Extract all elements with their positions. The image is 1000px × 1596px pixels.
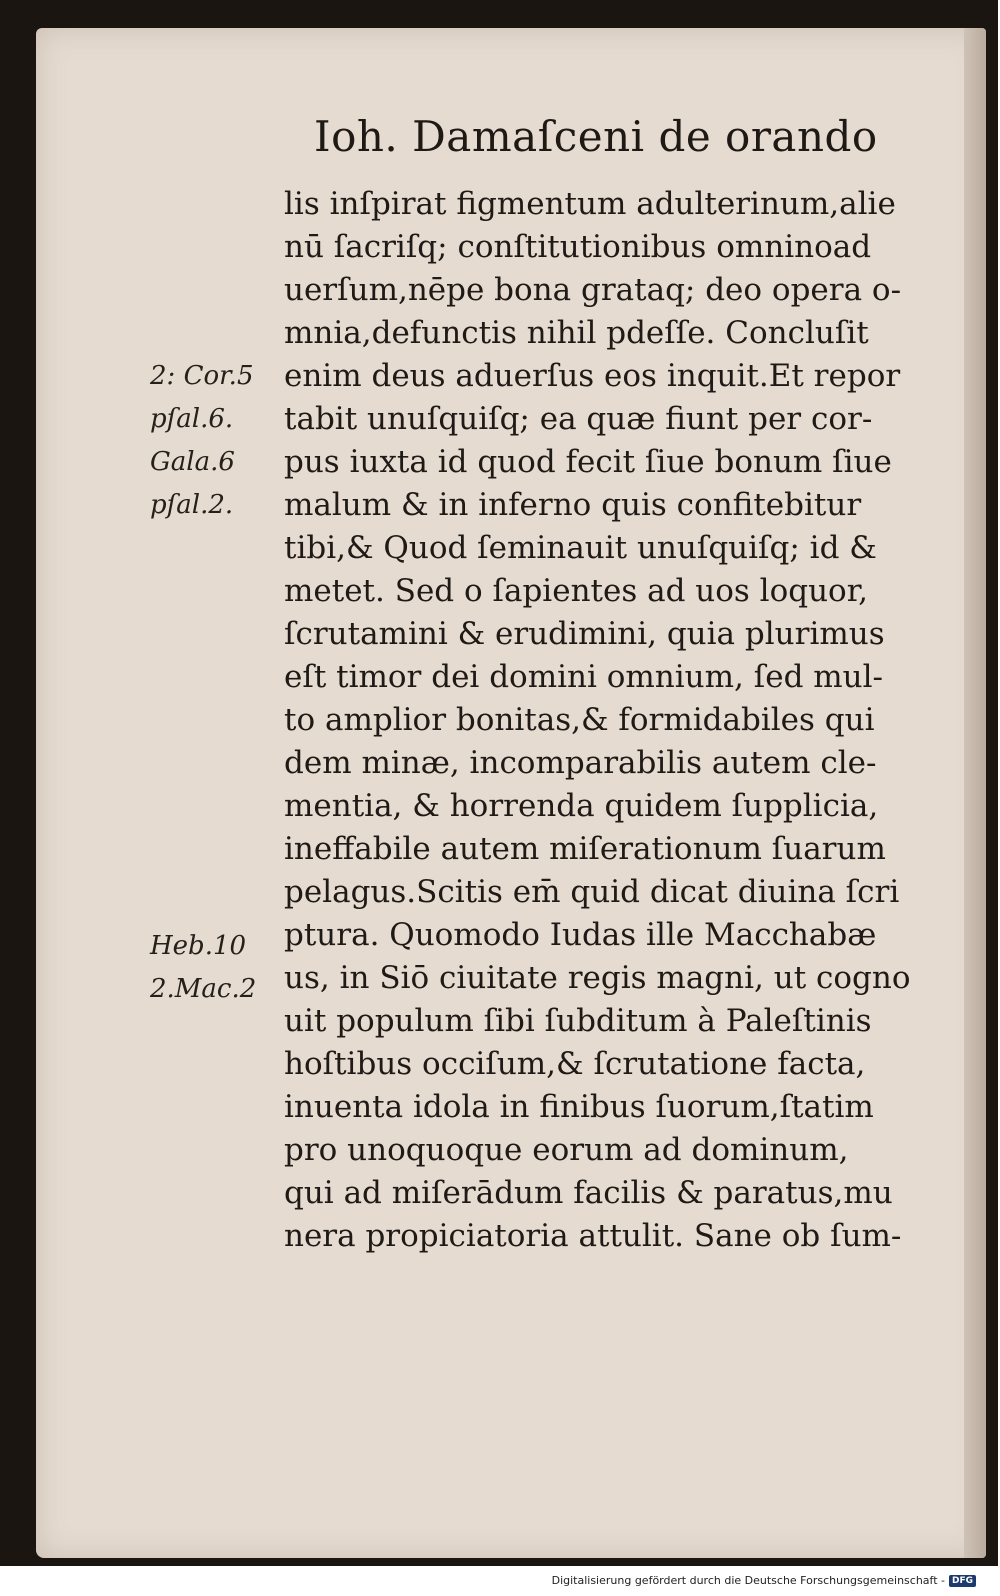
- text-line: inuenta idola in finibus ſuorum,ſtatim: [284, 1089, 874, 1125]
- text-line: nū ſacriſq; conſtitutionibus omninoad: [284, 229, 872, 265]
- text-line: ſcrutamini & erudimini, quia plurimus: [284, 616, 885, 652]
- dfg-logo: DFG: [949, 1575, 976, 1587]
- text-line: qui ad miſerādum facilis & paratus,mu: [284, 1175, 893, 1211]
- credit-text: Digitalisierung gefördert durch die Deutsche Forschungsgemeinschaft -: [551, 1574, 945, 1587]
- body-text: [284, 183, 924, 1258]
- page-gutter: [964, 28, 986, 1558]
- text-line: pelagus.Scitis em̄ quid dicat diuina ſcri: [284, 874, 900, 910]
- margin-note: pſal.6.: [150, 404, 234, 434]
- text-line: pro unoquoque eorum ad dominum,: [284, 1132, 849, 1168]
- text-line: mentia, & horrenda quidem ſupplicia,: [284, 788, 879, 824]
- running-head: Ioh. Damaſceni de orando: [314, 112, 878, 161]
- text-line: tabit unuſquiſq; ea quæ fiunt per cor-: [284, 401, 873, 437]
- margin-notes-top: [150, 355, 280, 527]
- margin-note: pſal.2.: [150, 490, 234, 520]
- text-line: us, in Siō ciuitate regis magni, ut cogno: [284, 960, 911, 996]
- text-line: eſt timor dei domini omnium, ſed mul-: [284, 659, 884, 695]
- text-line: pus iuxta id quod fecit ſiue bonum ſiue: [284, 444, 892, 480]
- text-line: mnia,defunctis nihil pdeſſe. Concluſit: [284, 315, 869, 351]
- text-line: dem minæ, incomparabilis autem cle-: [284, 745, 877, 781]
- text-line: uerſum,nēpe bona grataq; deo opera o-: [284, 272, 902, 308]
- margin-note: Gala.6: [150, 447, 235, 477]
- margin-note: 2: Cor.5: [150, 361, 254, 391]
- text-line: malum & in inferno quis confitebitur: [284, 487, 862, 523]
- text-line: tibi,& Quod ſeminauit unuſquiſq; id &: [284, 530, 877, 566]
- text-line: uit populum ſibi ſubditum à Paleſtinis: [284, 1003, 872, 1039]
- text-line: metet. Sed o ſapientes ad uos loquor,: [284, 573, 868, 609]
- margin-note: 2.Mac.2: [150, 974, 257, 1004]
- text-line: lis inſpirat figmentum adulterinum,alie: [284, 186, 896, 222]
- text-line: to amplior bonitas,& formidabiles qui: [284, 702, 875, 738]
- margin-note: Heb.10: [150, 931, 247, 961]
- text-line: ptura. Quomodo Iudas ille Macchabæ: [284, 917, 877, 953]
- text-line: enim deus aduerſus eos inquit.Et repor: [284, 358, 901, 394]
- margin-notes-bottom: [150, 925, 280, 1011]
- text-line: nera propiciatoria attulit. Sane ob ſum-: [284, 1218, 902, 1254]
- text-line: hoſtibus occiſum,& ſcrutatione facta,: [284, 1046, 866, 1082]
- digitization-credit: [552, 1574, 976, 1587]
- text-line: ineffabile autem miſerationum ſuarum: [284, 831, 886, 867]
